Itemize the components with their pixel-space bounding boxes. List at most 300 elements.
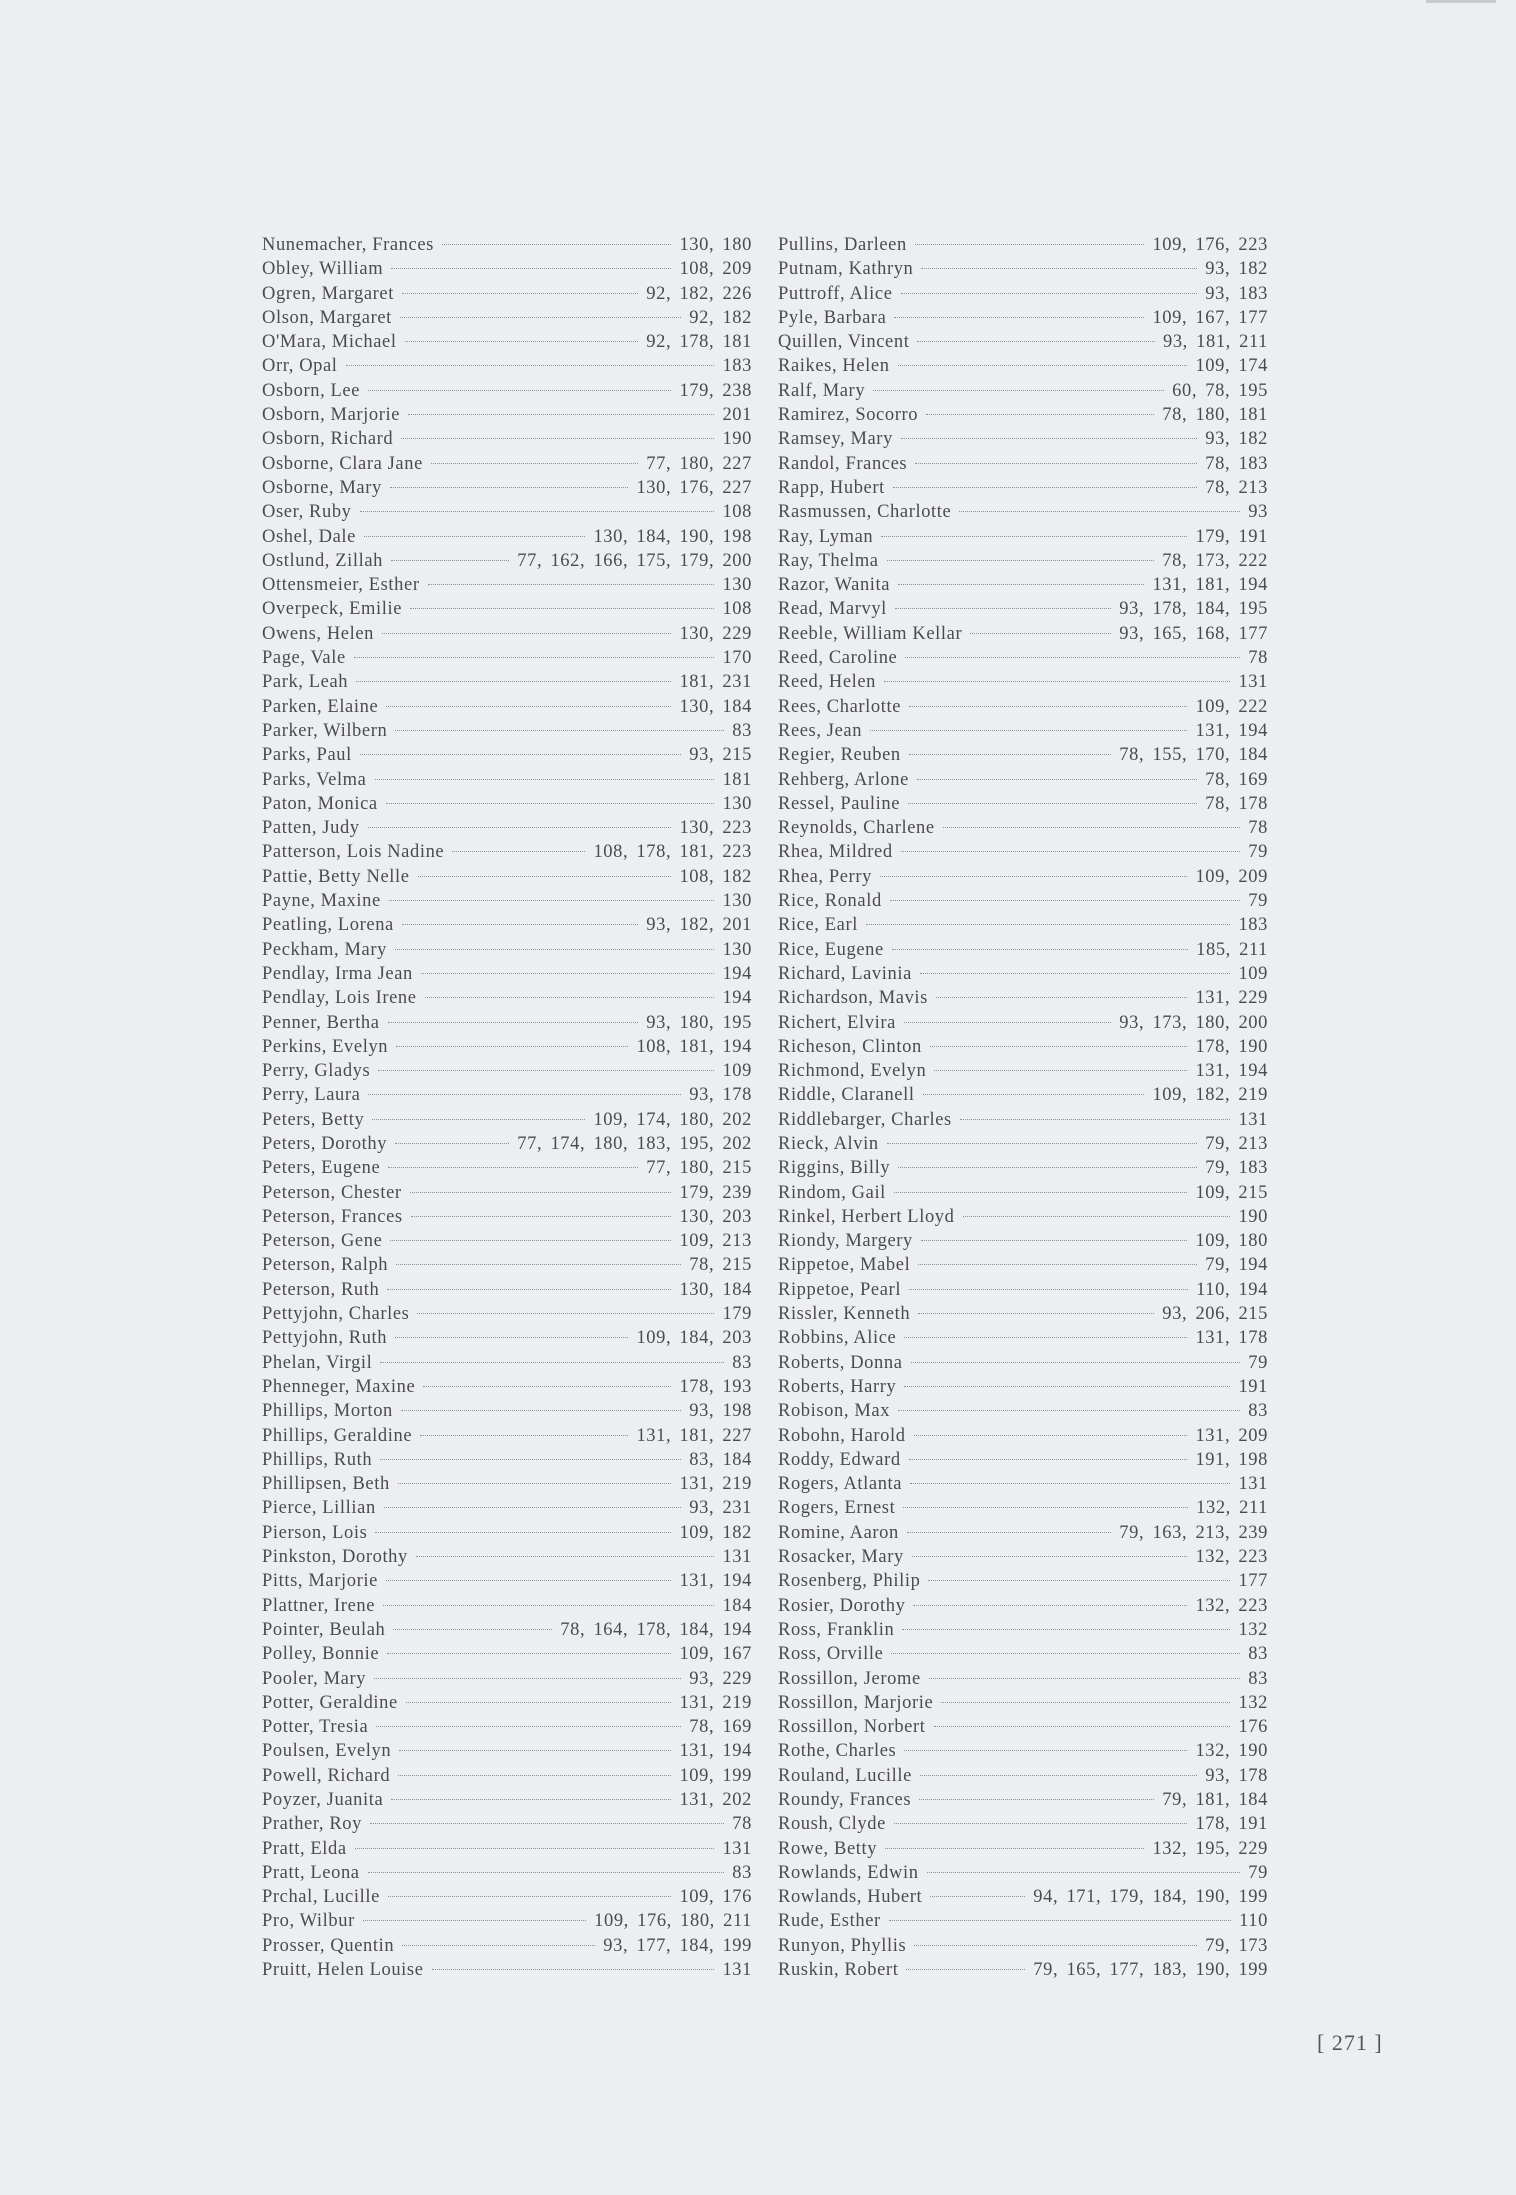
index-entry (778, 743, 1268, 767)
entry-pages: 130, 176, 227 (636, 477, 752, 498)
dot-leader (923, 1094, 1145, 1095)
index-entry (778, 792, 1268, 816)
dot-leader (920, 973, 1231, 974)
dot-leader (894, 317, 1144, 318)
dot-leader (442, 244, 671, 245)
entry-pages: 109, 209 (1195, 866, 1268, 887)
entry-pages: 130 (722, 575, 752, 596)
entry-pages: 109, 174 (1195, 356, 1268, 377)
dot-leader (866, 924, 1230, 925)
index-entry (778, 597, 1268, 621)
entry-name: Polley, Bonnie (262, 1644, 380, 1665)
index-entry (778, 549, 1268, 573)
dot-leader (368, 390, 671, 391)
entry-name: Rosier, Dorothy (778, 1595, 906, 1616)
entry-pages: 79 (1248, 1352, 1268, 1373)
entry-pages: 109 (1238, 963, 1268, 984)
entry-pages: 83, 184 (689, 1449, 752, 1470)
dot-leader (918, 1313, 1154, 1314)
entry-pages: 109, 176, 180, 211 (594, 1911, 752, 1932)
index-entry (262, 1083, 752, 1107)
entry-name: Overpeck, Emilie (262, 599, 403, 620)
dot-leader (393, 1629, 552, 1630)
entry-name: Rissler, Kenneth (778, 1304, 911, 1325)
entry-pages: 184 (722, 1595, 752, 1616)
entry-pages: 131 (1238, 1109, 1268, 1130)
dot-leader (356, 681, 671, 682)
entry-name: Rogers, Ernest (778, 1498, 896, 1519)
index-entry (778, 938, 1268, 962)
entry-pages: 170 (722, 648, 752, 669)
dot-leader (360, 511, 715, 512)
entry-name: Ramsey, Mary (778, 429, 893, 450)
entry-pages: 131, 194 (679, 1741, 752, 1762)
dot-leader (926, 414, 1154, 415)
dot-leader (398, 1775, 671, 1776)
entry-pages: 79, 181, 184 (1162, 1790, 1268, 1810)
entry-name: Phenneger, Maxine (262, 1376, 416, 1397)
entry-pages: 194 (722, 988, 752, 1009)
dot-leader (406, 1702, 672, 1703)
entry-name: Oser, Ruby (262, 502, 352, 523)
dot-leader (918, 1264, 1197, 1265)
entry-pages: 132, 223 (1195, 1595, 1268, 1616)
entry-name: Poyzer, Juanita (262, 1790, 384, 1810)
dot-leader (391, 1799, 671, 1800)
index-entry (262, 840, 752, 864)
entry-pages: 79, 165, 177, 183, 190, 199 (1033, 1960, 1268, 1981)
entry-pages: 131, 194 (1195, 1061, 1268, 1082)
entry-name: Phillips, Morton (262, 1401, 393, 1422)
entry-name: Randol, Frances (778, 453, 908, 474)
entry-name: Ottensmeier, Esther (262, 575, 420, 596)
entry-name: Rowlands, Hubert (778, 1887, 923, 1908)
entry-pages: 79 (1248, 1862, 1268, 1883)
dot-leader (401, 438, 714, 439)
index-entry (778, 816, 1268, 840)
entry-name: Peters, Betty (262, 1109, 365, 1130)
entry-pages: 93, 178, 184, 195 (1119, 599, 1268, 620)
entry-name: Roush, Clyde (778, 1814, 886, 1835)
entry-pages: 93, 177, 184, 199 (603, 1935, 752, 1956)
index-entry (262, 1837, 752, 1861)
dot-leader (898, 365, 1188, 366)
index-entry (778, 1229, 1268, 1253)
entry-name: Rothe, Charles (778, 1741, 897, 1762)
entry-name: Razor, Wanita (778, 575, 891, 596)
dot-leader (386, 1580, 672, 1581)
entry-pages: 79, 213 (1205, 1133, 1268, 1154)
entry-pages: 109, 184, 203 (636, 1328, 752, 1349)
index-entry (262, 379, 752, 403)
entry-name: Pratt, Elda (262, 1838, 347, 1859)
entry-name: Ogren, Margaret (262, 283, 394, 304)
index-entry (262, 452, 752, 476)
index-entry (778, 1569, 1268, 1593)
dot-leader (395, 1337, 628, 1338)
entry-pages: 83 (732, 720, 752, 741)
entry-pages: 179 (722, 1304, 752, 1325)
entry-pages: 131 (1238, 1474, 1268, 1495)
index-entry (262, 646, 752, 670)
index-entry (778, 354, 1268, 378)
entry-name: Phillips, Ruth (262, 1449, 373, 1470)
index-entry (778, 986, 1268, 1010)
dot-leader (887, 1143, 1198, 1144)
dot-leader (387, 1653, 671, 1654)
index-entry (262, 1132, 752, 1156)
index-entry (262, 1958, 752, 1982)
entry-name: Roberts, Donna (778, 1352, 903, 1373)
dot-leader (901, 851, 1241, 852)
dot-leader (894, 1192, 1188, 1193)
entry-name: Parks, Velma (262, 769, 367, 790)
entry-pages: 130 (722, 891, 752, 912)
index-entry (778, 1812, 1268, 1836)
entry-name: Page, Vale (262, 648, 346, 669)
index-entry (262, 719, 752, 743)
index-entry (262, 282, 752, 306)
entry-pages: 93, 178 (689, 1085, 752, 1106)
dot-leader (960, 1119, 1231, 1120)
index-entry (262, 354, 752, 378)
index-entry (778, 500, 1268, 524)
index-entry (262, 330, 752, 354)
entry-name: Rowlands, Edwin (778, 1862, 919, 1883)
entry-pages: 92, 182 (689, 307, 752, 328)
entry-name: Riondy, Margery (778, 1231, 913, 1252)
entry-name: Pullins, Darleen (778, 235, 907, 255)
index-entry (778, 1885, 1268, 1909)
entry-pages: 78 (1248, 648, 1268, 669)
entry-pages: 191 (1238, 1376, 1268, 1397)
index-entry (262, 1472, 752, 1496)
index-entry (778, 719, 1268, 743)
index-column-left (262, 233, 752, 1982)
entry-name: Phelan, Virgil (262, 1352, 373, 1373)
dot-leader (354, 657, 715, 658)
index-entry (778, 282, 1268, 306)
entry-pages: 130, 184 (679, 696, 752, 717)
index-entry (262, 768, 752, 792)
entry-name: Roberts, Harry (778, 1376, 897, 1397)
entry-name: Peterson, Chester (262, 1182, 402, 1203)
entry-name: Rapp, Hubert (778, 477, 885, 498)
dot-leader (390, 487, 629, 488)
dot-leader (383, 1605, 714, 1606)
entry-pages: 94, 171, 179, 184, 190, 199 (1033, 1887, 1268, 1908)
entry-name: O'Mara, Michael (262, 332, 397, 353)
entry-pages: 92, 178, 181 (646, 332, 752, 353)
dot-leader (970, 633, 1111, 634)
dot-leader (405, 341, 639, 342)
dot-leader (919, 1799, 1154, 1800)
dot-leader (921, 1240, 1188, 1241)
entry-pages: 131 (722, 1838, 752, 1859)
index-entry (778, 1715, 1268, 1739)
entry-name: Perkins, Evelyn (262, 1036, 389, 1057)
index-entry (262, 1108, 752, 1132)
entry-pages: 131, 219 (679, 1692, 752, 1713)
entry-pages: 79, 183 (1205, 1158, 1268, 1179)
dot-leader (428, 584, 715, 585)
index-column-right (778, 233, 1268, 1982)
index-entry (262, 1448, 752, 1472)
entry-name: Perry, Laura (262, 1085, 361, 1106)
entry-pages: 60, 78, 195 (1172, 380, 1268, 401)
index-entry (262, 792, 752, 816)
entry-name: Peatling, Lorena (262, 915, 394, 936)
dot-leader (346, 365, 715, 366)
entry-pages: 78, 180, 181 (1162, 405, 1268, 426)
entry-pages: 93, 180, 195 (646, 1012, 752, 1033)
entry-name: Potter, Geraldine (262, 1692, 398, 1713)
entry-name: Powell, Richard (262, 1765, 391, 1786)
index-entry (262, 1059, 752, 1083)
entry-pages: 108, 209 (679, 259, 752, 280)
index-entry (262, 1715, 752, 1739)
index-entry (778, 840, 1268, 864)
entry-pages: 93, 182 (1205, 259, 1268, 280)
entry-name: Pratt, Leona (262, 1862, 360, 1883)
index-entry (778, 962, 1268, 986)
entry-pages: 132, 211 (1196, 1498, 1268, 1519)
dot-leader (930, 1046, 1188, 1047)
index-entry (778, 1302, 1268, 1326)
dot-leader (894, 1823, 1188, 1824)
entry-name: Plattner, Irene (262, 1595, 376, 1616)
dot-leader (927, 1872, 1241, 1873)
dot-leader (912, 1556, 1188, 1557)
entry-pages: 109, 182, 219 (1152, 1085, 1268, 1106)
entry-pages: 190 (722, 429, 752, 450)
entry-pages: 92, 182, 226 (646, 283, 752, 304)
dot-leader (910, 1483, 1230, 1484)
entry-pages: 77, 174, 180, 183, 195, 202 (517, 1133, 752, 1154)
index-entry (262, 427, 752, 451)
entry-pages: 132 (1238, 1692, 1268, 1713)
entry-pages: 109, 213 (679, 1231, 752, 1252)
entry-name: Rice, Eugene (778, 939, 884, 960)
index-entry (778, 1667, 1268, 1691)
dot-leader (363, 1920, 586, 1921)
entry-pages: 78, 164, 178, 184, 194 (560, 1619, 752, 1640)
dot-leader (416, 1556, 715, 1557)
entry-name: Ross, Franklin (778, 1619, 895, 1640)
index-entry (778, 1496, 1268, 1520)
dot-leader (360, 754, 681, 755)
dot-leader (908, 803, 1197, 804)
entry-pages: 93, 173, 180, 200 (1119, 1012, 1268, 1033)
entry-name: Rogers, Atlanta (778, 1474, 903, 1495)
entry-pages: 110 (1239, 1911, 1268, 1932)
index-entry (262, 1545, 752, 1569)
index-entry (778, 573, 1268, 597)
entry-pages: 93, 206, 215 (1162, 1304, 1268, 1325)
entry-name: Riddlebarger, Charles (778, 1109, 952, 1130)
index-entry (778, 1764, 1268, 1788)
entry-name: Ross, Orville (778, 1644, 884, 1665)
entry-name: Nunemacher, Frances (262, 235, 434, 255)
entry-name: Peters, Eugene (262, 1158, 381, 1179)
entry-pages: 131, 178 (1195, 1328, 1268, 1349)
entry-pages: 93, 229 (689, 1668, 752, 1689)
index-entry (778, 1351, 1268, 1375)
entry-name: Park, Leah (262, 672, 349, 693)
entry-name: Reynolds, Charlene (778, 818, 935, 839)
entry-name: Rees, Charlotte (778, 696, 902, 717)
dot-leader (907, 1532, 1111, 1533)
entry-pages: 131 (722, 1960, 752, 1981)
dot-leader (959, 511, 1240, 512)
entry-pages: 77, 180, 215 (646, 1158, 752, 1179)
entry-pages: 109 (722, 1061, 752, 1082)
entry-pages: 131 (722, 1547, 752, 1568)
entry-name: Prosser, Quentin (262, 1935, 395, 1956)
index-entry (262, 1375, 752, 1399)
entry-name: Pettyjohn, Ruth (262, 1328, 388, 1349)
entry-name: Peckham, Mary (262, 939, 387, 960)
index-entry (778, 330, 1268, 354)
entry-pages: 79 (1248, 842, 1268, 863)
dot-leader (885, 1848, 1144, 1849)
entry-pages: 93, 215 (689, 745, 752, 766)
entry-pages: 93, 165, 168, 177 (1119, 623, 1268, 644)
entry-name: Ressel, Pauline (778, 793, 901, 814)
index-entry (778, 525, 1268, 549)
index-entry (778, 379, 1268, 403)
dot-leader (391, 268, 671, 269)
entry-name: Owens, Helen (262, 623, 375, 644)
dot-leader (909, 706, 1187, 707)
index-entry (262, 816, 752, 840)
index-entry (778, 1035, 1268, 1059)
entry-name: Riddle, Claranell (778, 1085, 915, 1106)
entry-pages: 131, 202 (679, 1790, 752, 1810)
dot-leader (375, 1532, 671, 1533)
dot-leader (915, 463, 1197, 464)
entry-name: Pierce, Lillian (262, 1498, 376, 1519)
entry-pages: 83 (1248, 1644, 1268, 1665)
entry-name: Rieck, Alvin (778, 1133, 879, 1154)
entry-pages: 109, 176, 223 (1152, 235, 1268, 255)
entry-name: Osborne, Clara Jane (262, 453, 423, 474)
dot-leader (388, 1896, 672, 1897)
entry-name: Richardson, Mavis (778, 988, 928, 1009)
entry-pages: 77, 162, 166, 175, 179, 200 (517, 550, 752, 571)
entry-name: Ramirez, Socorro (778, 405, 919, 426)
entry-pages: 131, 209 (1195, 1425, 1268, 1446)
index-entry (262, 306, 752, 330)
dot-leader (881, 536, 1187, 537)
entry-name: Oshel, Dale (262, 526, 356, 547)
index-entry (262, 1739, 752, 1763)
entry-name: Reed, Helen (778, 672, 877, 693)
index-entry (778, 1278, 1268, 1302)
entry-name: Poulsen, Evelyn (262, 1741, 392, 1762)
index-entry (262, 233, 752, 257)
entry-pages: 78, 178 (1205, 793, 1268, 814)
entry-name: Roundy, Frances (778, 1790, 912, 1810)
entry-name: Pro, Wilbur (262, 1911, 355, 1932)
entry-pages: 79, 173 (1205, 1935, 1268, 1956)
dot-leader (934, 1726, 1231, 1727)
index-entry (262, 476, 752, 500)
dot-leader (380, 1362, 724, 1363)
dot-leader (880, 876, 1188, 877)
dot-leader (934, 1070, 1187, 1071)
dot-leader (928, 1580, 1230, 1581)
entry-name: Pitts, Marjorie (262, 1571, 378, 1592)
entry-name: Phillipsen, Beth (262, 1474, 390, 1495)
entry-name: Pinkston, Dorothy (262, 1547, 408, 1568)
dot-leader (382, 633, 671, 634)
entry-name: Read, Marvyl (778, 599, 887, 620)
entry-pages: 93, 181, 211 (1162, 332, 1268, 353)
entry-name: Pointer, Beulah (262, 1619, 386, 1640)
dot-leader (372, 1119, 585, 1120)
entry-name: Pettyjohn, Charles (262, 1304, 410, 1325)
index-entry (262, 1253, 752, 1277)
dot-leader (903, 1507, 1188, 1508)
dot-leader (375, 779, 715, 780)
dot-leader (898, 1167, 1197, 1168)
entry-name: Romine, Aaron (778, 1522, 899, 1543)
entry-name: Richard, Lavinia (778, 963, 912, 984)
dot-leader (887, 560, 1155, 561)
entry-name: Reed, Caroline (778, 648, 898, 669)
dot-leader (418, 876, 672, 877)
dot-leader (920, 1775, 1197, 1776)
index-entry (262, 913, 752, 937)
dot-leader (904, 1386, 1230, 1387)
index-entry (778, 1618, 1268, 1642)
entry-pages: 109, 167, 177 (1152, 307, 1268, 328)
index-entry (262, 1812, 752, 1836)
entry-pages: 132 (1238, 1619, 1268, 1640)
index-entry (262, 1934, 752, 1958)
dot-leader (915, 244, 1145, 245)
dot-leader (909, 754, 1112, 755)
index-entry (778, 768, 1268, 792)
index-entry (262, 1035, 752, 1059)
dot-leader (901, 438, 1197, 439)
entry-pages: 131, 194 (1195, 720, 1268, 741)
index-entry (778, 913, 1268, 937)
dot-leader (389, 900, 715, 901)
entry-pages: 78, 183 (1205, 453, 1268, 474)
index-entry (262, 1594, 752, 1618)
entry-pages: 108 (722, 502, 752, 523)
dot-leader (402, 1945, 595, 1946)
entry-name: Rossillon, Jerome (778, 1668, 921, 1689)
entry-name: Rossillon, Norbert (778, 1717, 926, 1738)
index-entry (262, 1764, 752, 1788)
entry-pages: 93, 178 (1205, 1765, 1268, 1786)
index-entry (778, 1521, 1268, 1545)
index-entry (778, 1011, 1268, 1035)
dot-leader (901, 293, 1198, 294)
index-entry (778, 1181, 1268, 1205)
index-entry (262, 257, 752, 281)
entry-pages: 109, 199 (679, 1765, 752, 1786)
entry-name: Ray, Lyman (778, 526, 874, 547)
index-entry (262, 573, 752, 597)
entry-name: Osborn, Lee (262, 380, 361, 401)
entry-name: Rowe, Betty (778, 1838, 878, 1859)
page-edge-mark (1426, 0, 1496, 3)
index-entry (262, 1156, 752, 1180)
